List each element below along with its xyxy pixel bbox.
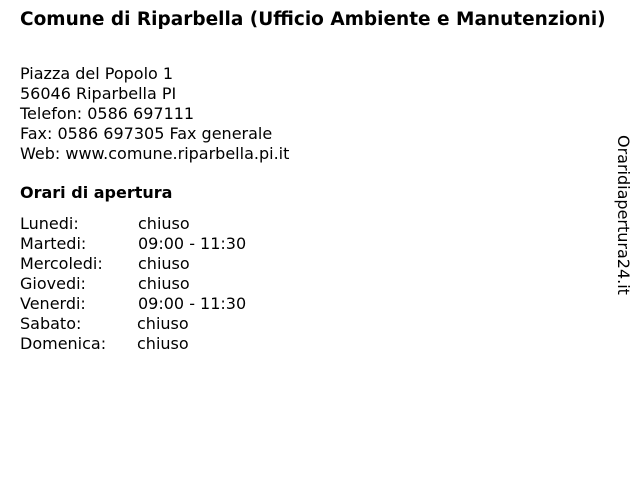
website: Web: www.comune.riparbella.pi.it: [20, 144, 290, 163]
day-label: Giovedi:: [20, 274, 86, 293]
day-label: Mercoledi:: [20, 254, 103, 273]
city-address: 56046 Riparbella PI: [20, 84, 177, 103]
address-block: [20, 64, 289, 164]
opening-hours-heading: Orari di apertura: [20, 183, 173, 202]
phone-number: Telefon: 0586 697111: [20, 104, 195, 123]
hours-value: chiuso: [137, 334, 189, 353]
hours-value: 09:00 - 11:30: [138, 294, 247, 313]
fax-number: Fax: 0586 697305 Fax generale: [20, 124, 273, 143]
site-watermark: Oraridiapertura24.it: [614, 135, 633, 295]
page-title: Comune di Riparbella (Ufficio Ambiente e Manutenzioni): [20, 9, 606, 30]
day-label: Domenica:: [20, 334, 107, 353]
day-label: Martedi:: [20, 234, 87, 253]
hours-value: 09:00 - 11:30: [138, 234, 247, 253]
day-label: Venerdi:: [20, 294, 86, 313]
day-label: Sabato:: [20, 314, 82, 333]
hours-value: chiuso: [138, 254, 190, 273]
hours-value: chiuso: [137, 314, 189, 333]
street-address: Piazza del Popolo 1: [20, 64, 174, 83]
hours-value: chiuso: [138, 274, 190, 293]
hours-value: chiuso: [138, 214, 190, 233]
day-label: Lunedi:: [20, 214, 79, 233]
